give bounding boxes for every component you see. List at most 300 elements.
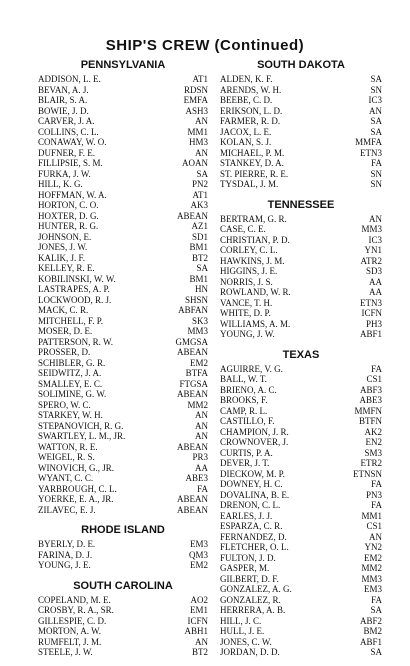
crew-name: CASE, C. E.: [220, 224, 266, 234]
crew-name: LASTRAPES, A. P.: [38, 284, 110, 294]
crew-rate: ASH3: [185, 105, 208, 116]
crew-name: BLAIR, S. A.: [38, 95, 88, 105]
crew-rate: ETN3: [360, 147, 382, 158]
crew-rate: BTFA: [185, 368, 208, 378]
crew-row: [220, 626, 382, 637]
crew-row: [220, 308, 382, 319]
crew-row: [38, 379, 208, 390]
crew-row: [38, 179, 208, 190]
crew-name: GONZALEZ, A. G.: [220, 584, 292, 594]
crew-rate: SA: [370, 647, 382, 657]
crew-row: [220, 479, 382, 490]
crew-row: [220, 521, 382, 532]
state-section: [38, 579, 208, 658]
crew-row: [220, 416, 382, 427]
crew-rate: CS1: [366, 521, 382, 531]
crew-row: [220, 500, 382, 511]
crew-row: [220, 95, 382, 106]
crew-row: [38, 463, 208, 474]
crew-rate: BT2: [191, 252, 208, 263]
crew-rate: BM2: [363, 626, 382, 636]
crew-row: [38, 200, 208, 211]
crew-row: [220, 214, 382, 225]
crew-name: BRIENO, A. C.: [220, 384, 277, 395]
crew-rate: ICFN: [361, 308, 382, 318]
crew-name: MITCHELL, F. P.: [38, 315, 104, 326]
crew-name: KOBILINSKI, W. W.: [38, 273, 116, 284]
crew-name: BROOKS, F.: [220, 395, 268, 405]
crew-name: STANKEY, D. A.: [220, 158, 284, 168]
crew-name: FURKA, J. W.: [38, 168, 91, 179]
crew-rate: ETNSN: [353, 468, 382, 479]
crew-row: [220, 374, 382, 385]
left-column: [38, 58, 208, 666]
crew-name: COPELAND, M. E.: [38, 594, 111, 605]
crew-row: [38, 421, 208, 432]
crew-rate: PH3: [365, 318, 382, 329]
crew-row: [38, 358, 208, 369]
crew-rate: SHSN: [184, 294, 208, 305]
crew-rate: IC3: [368, 234, 382, 245]
crew-rate: ABEAN: [177, 389, 208, 399]
crew-name: CORLEY, C. L.: [220, 245, 278, 255]
crew-rate: ABEAN: [177, 347, 208, 357]
crew-rate: AA: [195, 462, 208, 473]
crew-row: [38, 305, 208, 316]
crew-name: ESPARZA, C. R.: [220, 521, 283, 531]
crew-rate: AK3: [190, 200, 208, 210]
crew-row: [38, 190, 208, 201]
crew-rate: YN2: [364, 542, 382, 552]
crew-name: CURTIS, P. A.: [220, 447, 273, 458]
crew-rate: ABFAN: [178, 305, 208, 315]
crew-rate: AK2: [364, 426, 382, 437]
crew-name: YARBROUGH, C. L.: [38, 483, 117, 494]
crew-rate: EM3: [190, 539, 208, 549]
crew-row: [38, 85, 208, 96]
crew-name: ADDISON, L. E.: [38, 74, 101, 84]
crew-name: CASTILLO, F.: [220, 416, 275, 426]
crew-name: HOFFMAN, W. A.: [38, 189, 107, 200]
state-section: [220, 58, 382, 190]
crew-name: MORTON, A. W.: [38, 626, 102, 636]
crew-name: SPERO, W. C.: [38, 399, 91, 410]
crew-rate: FA: [371, 479, 382, 489]
crew-row: [38, 389, 208, 400]
crew-row: [220, 458, 382, 469]
crew-row: [220, 245, 382, 256]
crew-name: HAWKINS, J. M.: [220, 255, 285, 266]
crew-name: GASPER, M.: [220, 563, 270, 573]
crew-row: [38, 169, 208, 180]
crew-rate: SK3: [191, 315, 208, 326]
crew-row: [220, 329, 382, 340]
crew-row: [220, 85, 382, 96]
crew-rate: FA: [197, 483, 208, 494]
crew-rate: HM3: [188, 137, 208, 147]
crew-rate: AN: [195, 431, 208, 441]
crew-row: [220, 298, 382, 309]
crew-name: FILLIPSIE, S. M.: [38, 158, 103, 168]
crew-name: BOWIE, J. D.: [38, 105, 89, 116]
crew-row: [220, 148, 382, 159]
crew-row: [38, 337, 208, 348]
crew-rate: AN: [369, 105, 382, 116]
crew-rate: ABF2: [359, 615, 382, 626]
crew-rate: MM2: [361, 563, 382, 573]
crew-row: [220, 427, 382, 438]
crew-name: KOLAN, S. J.: [220, 137, 272, 147]
crew-row: [38, 253, 208, 264]
crew-name: SEIDWITZ, J. A.: [38, 368, 102, 378]
crew-name: FULTON, J. D.: [220, 552, 276, 563]
crew-rate: MM2: [187, 399, 208, 410]
crew-name: ZILAVEC, E. J.: [38, 504, 96, 515]
crew-name: BEVAN, A. J.: [38, 84, 89, 95]
crew-row: [220, 277, 382, 288]
crew-name: GILBERT, D. F.: [220, 573, 279, 584]
crew-row: [220, 553, 382, 564]
crew-rate: EN2: [365, 437, 382, 447]
crew-row: [220, 469, 382, 480]
crew-row: [38, 116, 208, 127]
crew-name: DOWNEY, H. C.: [220, 479, 283, 489]
crew-name: WYANT, C. C.: [38, 473, 94, 483]
crew-name: BALL, W. T.: [220, 374, 267, 384]
crew-rate: RDSN: [183, 84, 208, 95]
crew-name: MACK, C. R.: [38, 305, 89, 315]
crew-row: [38, 595, 208, 606]
crew-row: [220, 584, 382, 595]
crew-rate: BM1: [189, 273, 208, 284]
crew-rate: ABE3: [185, 473, 208, 483]
crew-rate: GMGSA: [175, 336, 208, 347]
crew-row: [220, 235, 382, 246]
crew-name: CHRISTIAN, P. D.: [220, 234, 290, 245]
crew-row: [38, 232, 208, 243]
crew-row: [38, 473, 208, 484]
crew-row: [220, 137, 382, 148]
crew-row: [38, 127, 208, 138]
state-heading: PENNSYLVANIA: [80, 59, 166, 71]
crew-rate: MM1: [361, 510, 382, 521]
crew-name: WEIGEL, R. S.: [38, 452, 95, 462]
crew-rate: SA: [196, 263, 208, 273]
crew-row: [220, 116, 382, 127]
crew-row: [38, 316, 208, 327]
crew-name: FARMER, R. D.: [220, 116, 281, 126]
crew-name: BYERLY, D. E.: [38, 539, 96, 549]
crew-row: [220, 511, 382, 522]
crew-rate: PN3: [365, 489, 382, 500]
crew-rate: SM3: [364, 447, 382, 458]
crew-rate: BTFN: [358, 416, 382, 426]
crew-name: SCHIBLER, G. R.: [38, 357, 106, 368]
crew-rate: EM1: [190, 605, 208, 615]
crew-name: JONES, C. W.: [220, 636, 272, 647]
crew-row: [38, 158, 208, 169]
crew-name: HIGGINS, J. E.: [220, 266, 278, 276]
crew-rate: MMFA: [355, 137, 382, 147]
state-heading: SOUTH DAKOTA: [257, 59, 345, 71]
crew-row: [220, 127, 382, 138]
crew-rate: AN: [369, 531, 382, 542]
crew-rate: ABF1: [359, 329, 382, 339]
crew-row: [38, 368, 208, 379]
crew-row: [38, 242, 208, 253]
crew-row: [38, 494, 208, 505]
crew-rate: HN: [195, 284, 208, 294]
crew-rate: ABEAN: [177, 210, 208, 221]
crew-name: WILLIAMS, A. M.: [220, 318, 291, 329]
crew-row: [220, 637, 382, 648]
crew-rate: AN: [195, 636, 208, 647]
crew-row: [38, 626, 208, 637]
crew-row: [38, 400, 208, 411]
crew-name: COLLINS, C. L.: [38, 126, 99, 137]
crew-row: [38, 295, 208, 306]
crew-row: [220, 532, 382, 543]
crew-rate: FA: [371, 594, 382, 605]
crew-rate: AZ1: [191, 221, 208, 231]
crew-rate: AN: [195, 116, 208, 126]
crew-row: [220, 385, 382, 396]
crew-name: STARKEY, W. H.: [38, 410, 103, 420]
crew-row: [38, 95, 208, 106]
crew-rate: SD1: [191, 231, 208, 242]
crew-rate: AN: [195, 147, 208, 158]
crew-row: [220, 287, 382, 298]
crew-name: CARVER, J. A.: [38, 116, 95, 126]
crew-rate: ABEAN: [177, 441, 208, 452]
crew-name: SMALLEY, E. C.: [38, 378, 103, 389]
crew-name: TYSDAL, J. M.: [220, 179, 279, 189]
crew-rate: MM3: [187, 326, 208, 336]
state-heading: SOUTH CAROLINA: [73, 579, 173, 592]
crew-name: AGUIRRE, V. G.: [220, 363, 283, 374]
crew-row: [38, 431, 208, 442]
crew-name: MOSER, D. E.: [38, 326, 93, 336]
crew-row: [220, 616, 382, 627]
crew-row: [38, 637, 208, 648]
crew-row: [38, 347, 208, 358]
crew-row: [220, 574, 382, 585]
crew-name: CONAWAY, W. O.: [38, 137, 107, 147]
crew-row: [38, 148, 208, 159]
crew-name: LOCKWOOD, R. J.: [38, 294, 112, 305]
crew-name: FERNANDEZ, D.: [220, 531, 287, 542]
crew-rate: EMFA: [183, 95, 208, 105]
crew-row: [38, 106, 208, 117]
crew-name: DUFNER, F. E.: [38, 147, 96, 158]
crew-rate: AN: [195, 420, 208, 431]
crew-name: NORRIS, J. S.: [220, 276, 273, 287]
crew-name: ERIKSON, L. D.: [220, 105, 283, 116]
crew-rate: ABEAN: [177, 494, 208, 504]
crew-name: STEPANOVICH, R. G.: [38, 420, 124, 431]
crew-name: CROWNOVER, J.: [220, 437, 289, 447]
crew-name: KELLEY, R. E.: [38, 263, 95, 273]
crew-rate: FTGSA: [179, 378, 208, 389]
crew-name: DIECKOW, M. P.: [220, 468, 285, 479]
crew-name: WINOVICH, G., JR.: [38, 462, 114, 473]
crew-name: YOERKE, E. A., JR.: [38, 494, 114, 504]
crew-name: DEVER, J. T.: [220, 458, 270, 468]
crew-row: [38, 221, 208, 232]
crew-name: JONES, J. W.: [38, 242, 88, 252]
crew-row: [220, 256, 382, 267]
crew-name: ROWLAND, W. R.: [220, 287, 291, 297]
crew-name: JOHNSON, E.: [38, 231, 92, 242]
crew-rate: SN: [370, 168, 382, 179]
crew-name: CAMP, R. L.: [220, 405, 268, 416]
crew-name: HUNTER, R. G.: [38, 221, 99, 231]
crew-row: [38, 211, 208, 222]
crew-rate: EM2: [190, 357, 208, 368]
crew-rate: AOAN: [182, 158, 208, 168]
state-heading: TENNESSEE: [267, 198, 335, 211]
crew-rate: AN: [369, 213, 382, 224]
crew-row: [38, 616, 208, 627]
crew-row: [38, 74, 208, 85]
crew-name: ST. PIERRE, R. E.: [220, 168, 289, 179]
crew-row: [220, 364, 382, 375]
crew-name: FARINA, D. J.: [38, 549, 93, 560]
crew-rate: SA: [196, 168, 208, 179]
crew-rate: EM2: [190, 560, 208, 570]
crew-row: [220, 395, 382, 406]
crew-rate: QM3: [188, 549, 208, 560]
crew-row: [38, 274, 208, 285]
crew-rate: SD3: [365, 266, 382, 276]
crew-name: HILL, K. G.: [38, 179, 83, 189]
crew-rate: AO2: [190, 594, 208, 605]
crew-row: [38, 137, 208, 148]
crew-rate: ABE3: [359, 395, 382, 405]
crew-row: [38, 550, 208, 561]
crew-row: [220, 266, 382, 277]
crew-name: DOVALINA, B. E.: [220, 489, 290, 500]
crew-rate: ABH1: [184, 626, 208, 636]
crew-row: [38, 263, 208, 274]
crew-rate: EM3: [364, 584, 382, 594]
crew-rate: MM1: [187, 126, 208, 137]
crew-row: [38, 505, 208, 516]
state-section: [38, 523, 208, 571]
crew-name: EARLES, J. J.: [220, 510, 273, 521]
crew-name: BERTRAM, G. R.: [220, 213, 287, 224]
crew-name: SWARTLEY, L. M., JR.: [38, 431, 126, 441]
crew-rate: ETR2: [360, 458, 382, 468]
crew-name: CROSBY, R. A., SR.: [38, 605, 114, 615]
crew-rate: YN1: [364, 245, 382, 255]
crew-name: ALDEN, K. F.: [220, 74, 273, 84]
crew-row: [38, 484, 208, 495]
crew-row: [220, 647, 382, 658]
crew-row: [38, 442, 208, 453]
crew-name: GONZALEZ, R.: [220, 594, 281, 605]
crew-rate: AA: [369, 276, 382, 287]
crew-name: PATTERSON, R. W.: [38, 336, 113, 347]
crew-name: ARENDS, W. H.: [220, 84, 282, 95]
crew-name: JACOX, L. E.: [220, 126, 272, 137]
crew-name: BEEBE, C. D.: [220, 95, 273, 105]
crew-rate: ABF1: [359, 636, 382, 647]
crew-rate: MM3: [361, 224, 382, 234]
crew-row: [38, 647, 208, 658]
crew-row: [38, 539, 208, 550]
crew-row: [220, 158, 382, 169]
page-title: SHIP'S CREW (Continued): [105, 37, 305, 54]
crew-name: SOLIMINE, G. W.: [38, 389, 107, 399]
state-section: [38, 58, 208, 515]
crew-row: [38, 452, 208, 463]
crew-row: [38, 560, 208, 571]
crew-rate: BM1: [189, 242, 208, 252]
crew-name: HERRERA, A. B.: [220, 605, 286, 615]
crew-row: [220, 542, 382, 553]
crew-rate: AA: [369, 287, 382, 297]
crew-rate: ETN3: [360, 297, 382, 308]
crew-rate: AN: [195, 410, 208, 420]
crew-name: HOXTER, D. G.: [38, 210, 99, 221]
crew-name: WATTON, R. E.: [38, 441, 98, 452]
crew-name: GILLESPIE, C. D.: [38, 615, 107, 626]
crew-rate: ATR2: [360, 255, 382, 266]
crew-rate: SN: [370, 179, 382, 189]
crew-row: [220, 74, 382, 85]
crew-name: PROSSER, D.: [38, 347, 91, 357]
crew-rate: ICFN: [187, 615, 208, 626]
crew-row: [220, 605, 382, 616]
crew-name: HORTON, C. O.: [38, 200, 99, 210]
crew-row: [220, 224, 382, 235]
crew-row: [220, 595, 382, 606]
state-heading: RHODE ISLAND: [81, 524, 165, 536]
crew-row: [38, 284, 208, 295]
crew-name: CHAMPION, J. R.: [220, 426, 289, 437]
crew-rate: BT2: [191, 647, 208, 657]
crew-row: [220, 563, 382, 574]
crew-rate: PN2: [191, 179, 208, 189]
right-column: [220, 58, 382, 666]
crew-name: WHITE, D. P.: [220, 308, 271, 318]
crew-rate: ABF3: [359, 384, 382, 395]
crew-row: [38, 410, 208, 421]
crew-rate: AT1: [192, 74, 208, 84]
crew-row: [220, 490, 382, 501]
crew-name: HILL, J. C.: [220, 615, 262, 626]
crew-rate: CS1: [366, 374, 382, 384]
crew-rate: IC3: [368, 95, 382, 105]
crew-rate: EM2: [364, 552, 382, 563]
crew-rate: FA: [371, 158, 382, 168]
crew-row: [220, 406, 382, 417]
crew-rate: FA: [371, 363, 382, 374]
crew-rate: SA: [370, 126, 382, 137]
crew-row: [38, 605, 208, 616]
crew-rate: AT1: [192, 189, 208, 200]
crew-name: YOUNG, J. W.: [220, 329, 275, 339]
crew-rate: SN: [370, 84, 382, 95]
crew-row: [220, 179, 382, 190]
crew-name: DRENON, C. L.: [220, 500, 281, 510]
crew-rate: PR3: [192, 452, 208, 462]
crew-name: VANCE, T. H.: [220, 297, 273, 308]
crew-name: YOUNG, J. E.: [38, 560, 91, 570]
crew-row: [220, 106, 382, 117]
crew-name: HULL, J. E.: [220, 626, 265, 636]
